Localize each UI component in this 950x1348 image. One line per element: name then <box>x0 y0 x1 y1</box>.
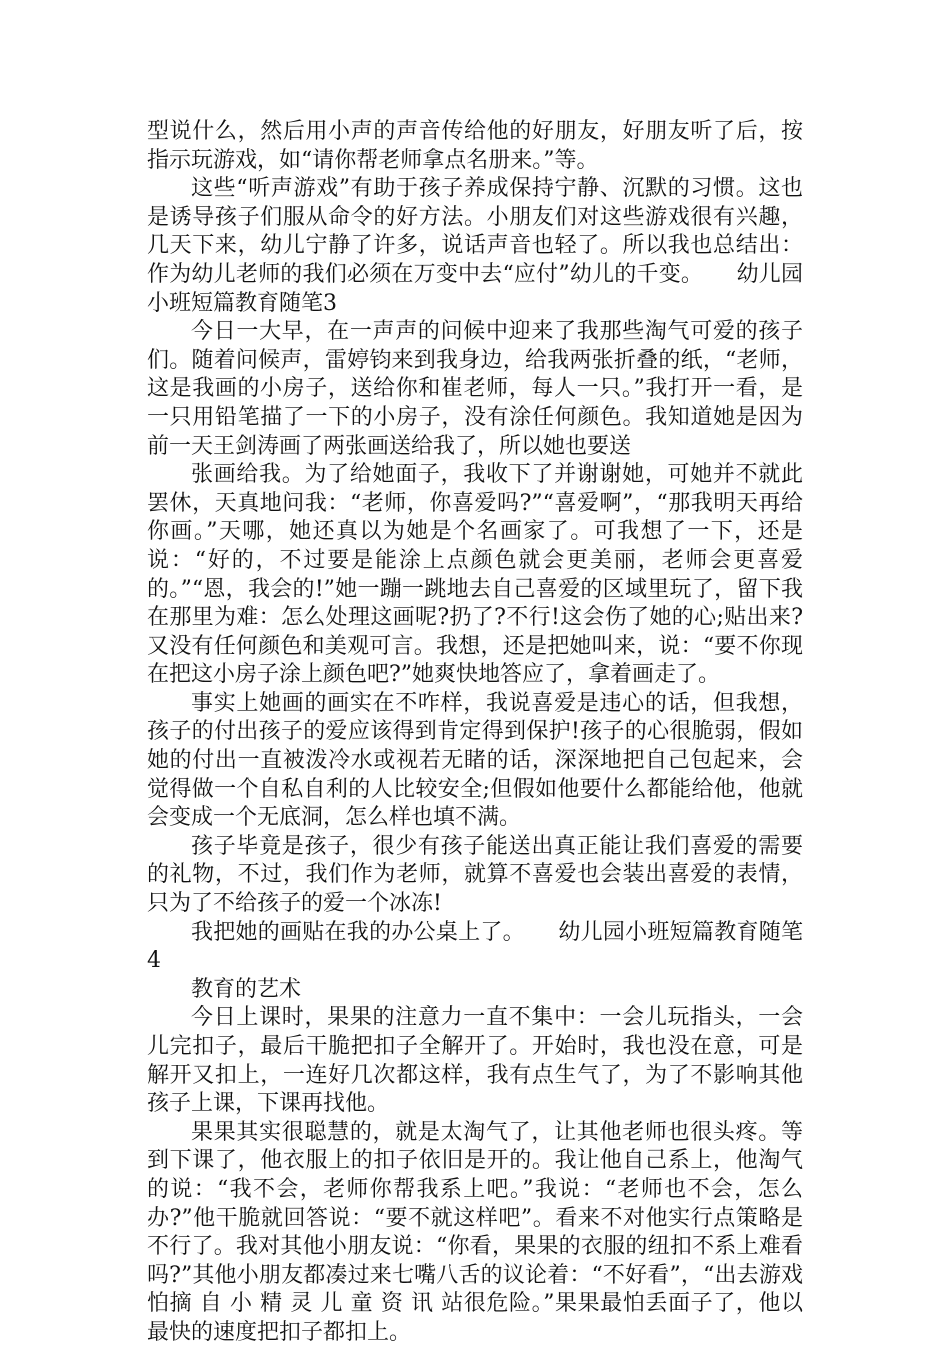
paragraph-drawing-gift: 张画给我。为了给她面子，我收下了并谢谢她，可她并不就此罢休，天真地问我：“老师，你喜爱吗?”“喜爱啊”，“那我明天再给你画。”天哪，她还真以为她是个名画家了。可我想了一下，还是说：“好的，不过要是能涂上点颜色就会更美丽，老师会更喜爱的。”“恩，我会的!”她一蹦一跳地去自己喜爱的区域里玩了，留下我在那里为难：怎么处理这画呢?扔了?不行!这会伤了她的心;贴出来?又没有任何颜色和美观可言。我想，还是把她叫来，说：“要不你现在把这小房子涂上颜色吧?”她爽快地答应了，拿着画走了。 <box>147 462 803 688</box>
paragraph-office-desk: 我把她的画贴在我的办公桌上了。 幼儿园小班短篇教育随笔4 <box>147 919 803 974</box>
section-heading: 教育的艺术 <box>191 976 302 1002</box>
paragraph-children-gifts: 孩子毕竟是孩子，很少有孩子能送出真正能让我们喜爱的需要的礼物，不过，我们作为老师，就算不喜爱也会装出喜爱的表情，只为了不给孩子的爱一个冰冻! <box>147 833 803 917</box>
paragraph-continuation: 型说什么，然后用小声的声音传给他的好朋友，好朋友听了后，按指示玩游戏，如“请你帮老师拿点名册来。”等。 <box>147 119 803 173</box>
document-page <box>147 118 803 1348</box>
paragraph-class-buttons: 今日上课时，果果的注意力一直不集中：一会儿玩指头，一会儿完扣子，最后干脆把扣子全解开了。开始时，我也没在意，可是解开又扣上，一连好几次都这样，我有点生气了，为了不影响其他孩子上课，下课再找他。 <box>147 1005 803 1117</box>
paragraph-listening-games: 这些“听声游戏”有助于孩子养成保持宁静、沉默的习惯。这也是诱导孩子们服从命令的好方法。小朋友们对这些游戏很有兴趣，几天下来，幼儿宁静了许多，说话声音也轻了。所以我也总结出：作为幼儿老师的我们必须在万变中去“应付”幼儿的千变。 幼儿园小班短篇教育随笔3 <box>147 176 803 316</box>
paragraph-morning-greeting: 今日一大早，在一声声的问候中迎来了我那些淘气可爱的孩子们。随着问候声，雷婷钧来到我身边，给我两张折叠的纸，“老师，这是我画的小房子，送给你和崔老师，每人一只。”我打开一看，是一只用铅笔描了一下的小房子，没有涂任何颜色。我知道她是因为前一天王剑涛画了两张画送给我了，所以她也要送 <box>147 319 803 459</box>
paragraph-guoguo: 果果其实很聪慧的，就是太淘气了，让其他老师也很头疼。等到下课了，他衣服上的扣子依旧是开的。我让他自己系上，他淘气的说：“我不会，老师你帮我系上吧。”我说：“老师也不会，怎么办?”他干脆就回答说：“要不就这样吧”。看来不对他实行点策略是不行了。我对其他小朋友说：“你看，果果的衣服的纽扣不系上难看吗?”其他小朋友都凑过来七嘴八舌的议论着：“不好看”，“出去游戏怕摘 自 小 精 灵 儿 童 资 讯 站很危险。”果果最怕丢面子了，他以最快的速度把扣子都扣上。 <box>147 1119 803 1345</box>
paragraph-reflection: 事实上她画的画实在不咋样，我说喜爱是违心的话，但我想，孩子的付出孩子的爱应该得到肯定得到保护!孩子的心很脆弱，假如她的付出一直被泼冷水或视若无睹的话，深深地把自己包起来，会觉得做一个自私自利的人比较安全;但假如他要什么都能给他，他就会变成一个无底洞，怎么样也填不满。 <box>147 690 803 831</box>
